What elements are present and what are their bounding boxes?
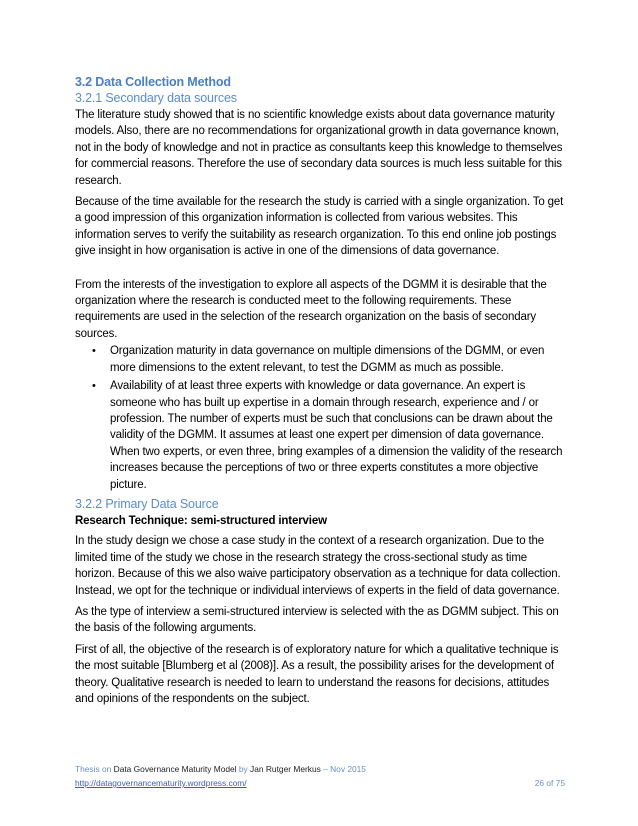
page-number: 26 of 75 bbox=[534, 778, 565, 788]
paragraph-1: The literature study showed that is no scientific knowledge exists about data governance maturity models. Also, there are no recommendations for organizational growth in data governance known, not in the body of knowledge and not in practice as consultants keep this knowledge to themselves for commercial reasons. Therefore the use of secondary data sources is much less suitable for this research. bbox=[75, 109, 563, 187]
section-heading: 3.2 Data Collection Method bbox=[75, 75, 231, 89]
list-item-text: Availability of at least three experts with knowledge or data governance. An expert is someone who has built up expertise in a domain through research, experience and / or profession. The number of experts must be such that conclusions can be drawn about the validity of the DGMM. It assumes at least one expert per dimension of data governance. When two experts, or even three, bring examples of a dimension the validity of the research increases because the perceptions of two or three experts constitutes a more objective picture. bbox=[110, 380, 563, 491]
footer-line bbox=[75, 762, 565, 776]
requirements-list bbox=[75, 343, 567, 493]
paragraph-2: Because of the time available for the research the study is carried with a single organization. To get a good impression of this organization information is collected from various websites. This information serves to verify the suitability as research organization. To this end online job postings give insight in how organisation is active in one of the dimensions of data governance. bbox=[75, 196, 564, 258]
bullet-icon: • bbox=[92, 380, 96, 393]
list-item bbox=[75, 378, 567, 493]
footer-by: by bbox=[238, 764, 248, 774]
paragraph-3: From the interests of the investigation to explore all aspects of the DGMM it is desirable that the organization where the research is conducted meet to the following requirements. These requirements are used in the selection of the research organization on the basis of secondary sources. bbox=[75, 278, 547, 340]
footer-title: Data Governance Maturity Model bbox=[113, 764, 237, 774]
footer-link-line bbox=[75, 776, 565, 790]
footer-date: – Nov 2015 bbox=[323, 764, 366, 774]
paragraph-4: In the study design we chose a case study in the context of a research organization. Due to the limited time of the study we chose in the research strategy the cross-sectional study as time horizon. Because of this we also waive participatory observation as a technique for data collection. Instead, we opt for the technique or individual interviews of experts in the field of data governance. bbox=[75, 535, 561, 597]
technique-heading: Research Technique: semi-structured interview bbox=[75, 514, 327, 527]
footer-author: Jan Rutger Merkus bbox=[250, 764, 321, 774]
footer-url-link[interactable]: http://datagovernancematurity.wordpress.com/ bbox=[75, 778, 247, 788]
page-footer bbox=[75, 762, 565, 790]
footer-thesis-on: Thesis on bbox=[75, 764, 112, 774]
spacer bbox=[75, 265, 567, 277]
list-item-text: Organization maturity in data governance on multiple dimensions of the DGMM, or even more dimensions to the extent relevant, to test the DGMM as much as possible. bbox=[110, 345, 545, 374]
paragraph-6: First of all, the objective of the research is of exploratory nature for which a qualitative technique is the most suitable [Blumberg et al (2008)]. As a result, the possibility arises for the development of theory. Qualitative research is needed to learn to understand the reasons for decisions, attitudes and opinions of the respondents on the subject. bbox=[75, 643, 559, 705]
subsection-heading-primary: 3.2.2 Primary Data Source bbox=[75, 496, 219, 511]
list-item bbox=[75, 343, 567, 376]
subsection-heading-secondary: 3.2.1 Secondary data sources bbox=[75, 91, 237, 105]
page-content bbox=[75, 74, 567, 712]
paragraph-5: As the type of interview a semi-structured interview is selected with the as DGMM subject. This on the basis of the following arguments. bbox=[75, 605, 559, 635]
bullet-icon: • bbox=[92, 345, 96, 358]
